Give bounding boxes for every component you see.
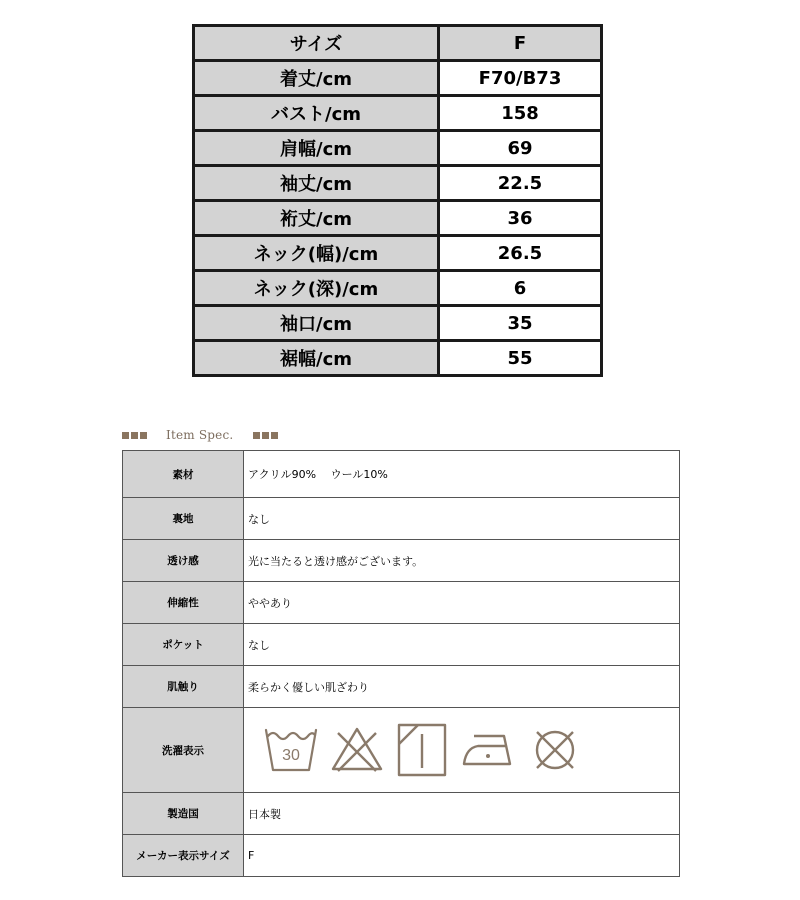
size-row-value: F70/B73 — [439, 61, 602, 96]
item-spec-table — [122, 450, 680, 877]
size-row-value: 36 — [439, 201, 602, 236]
size-row — [194, 131, 602, 166]
size-row-label: ネック(幅)/cm — [194, 236, 439, 271]
size-header-value: F — [439, 26, 602, 61]
spec-row — [123, 793, 680, 835]
spec-row-value: F — [244, 835, 680, 877]
spec-row-value: 光に当たると透け感がございます。 — [244, 540, 680, 582]
spec-row — [123, 498, 680, 540]
size-row-label: ネック(深)/cm — [194, 271, 439, 306]
no-bleach-icon — [330, 725, 384, 775]
size-row-label: 袖丈/cm — [194, 166, 439, 201]
spec-row — [123, 666, 680, 708]
size-row-value: 26.5 — [439, 236, 602, 271]
item-spec-heading — [122, 427, 278, 443]
size-row-value: 6 — [439, 271, 602, 306]
size-row — [194, 61, 602, 96]
spec-row-value: ややあり — [244, 582, 680, 624]
wash-temp-label: 30 — [282, 747, 300, 764]
spec-row-care — [123, 708, 680, 793]
size-row-value: 55 — [439, 341, 602, 376]
spec-row — [123, 451, 680, 498]
spec-row-value: なし — [244, 624, 680, 666]
size-row — [194, 271, 602, 306]
size-row — [194, 96, 602, 131]
size-row-label: 裾幅/cm — [194, 341, 439, 376]
size-table — [192, 24, 603, 377]
spec-row — [123, 540, 680, 582]
size-row-label: 着丈/cm — [194, 61, 439, 96]
spec-row-value: アクリル90% ウール10% — [244, 451, 680, 498]
spec-row-label: 裏地 — [123, 498, 244, 540]
line-dry-shade-icon — [396, 722, 448, 778]
spec-row-value: 柔らかく優しい肌ざわり — [244, 666, 680, 708]
item-spec-title: Item Spec. — [166, 428, 234, 442]
size-row — [194, 201, 602, 236]
spec-row-label: 伸縮性 — [123, 582, 244, 624]
iron-low-icon — [460, 730, 516, 770]
spec-row — [123, 835, 680, 877]
size-row-value: 22.5 — [439, 166, 602, 201]
spec-row-label: メーカー表示サイズ — [123, 835, 244, 877]
spec-row-value: 日本製 — [244, 793, 680, 835]
size-row-label: バスト/cm — [194, 96, 439, 131]
size-table-header-row — [194, 26, 602, 61]
size-row — [194, 341, 602, 376]
spec-row — [123, 624, 680, 666]
spec-row — [123, 582, 680, 624]
size-row-value: 35 — [439, 306, 602, 341]
spec-row-label: 透け感 — [123, 540, 244, 582]
spec-row-label: 製造国 — [123, 793, 244, 835]
no-tumble-dry-icon — [528, 724, 582, 776]
size-row-label: 肩幅/cm — [194, 131, 439, 166]
care-icons — [248, 722, 679, 778]
spec-row-label: 肌触り — [123, 666, 244, 708]
spec-row-label: 洗濯表示 — [123, 708, 244, 793]
size-row — [194, 166, 602, 201]
size-header-label: サイズ — [194, 26, 439, 61]
wash-tub-30-icon — [264, 724, 318, 776]
decorative-squares-right — [253, 432, 278, 439]
size-row-value: 158 — [439, 96, 602, 131]
size-row — [194, 236, 602, 271]
care-label-cell — [244, 708, 680, 793]
decorative-squares-left — [122, 432, 147, 439]
size-row-label: 袖口/cm — [194, 306, 439, 341]
size-row-value: 69 — [439, 131, 602, 166]
spec-row-value: なし — [244, 498, 680, 540]
spec-row-label: 素材 — [123, 451, 244, 498]
size-row-label: 裄丈/cm — [194, 201, 439, 236]
size-row — [194, 306, 602, 341]
spec-row-label: ポケット — [123, 624, 244, 666]
